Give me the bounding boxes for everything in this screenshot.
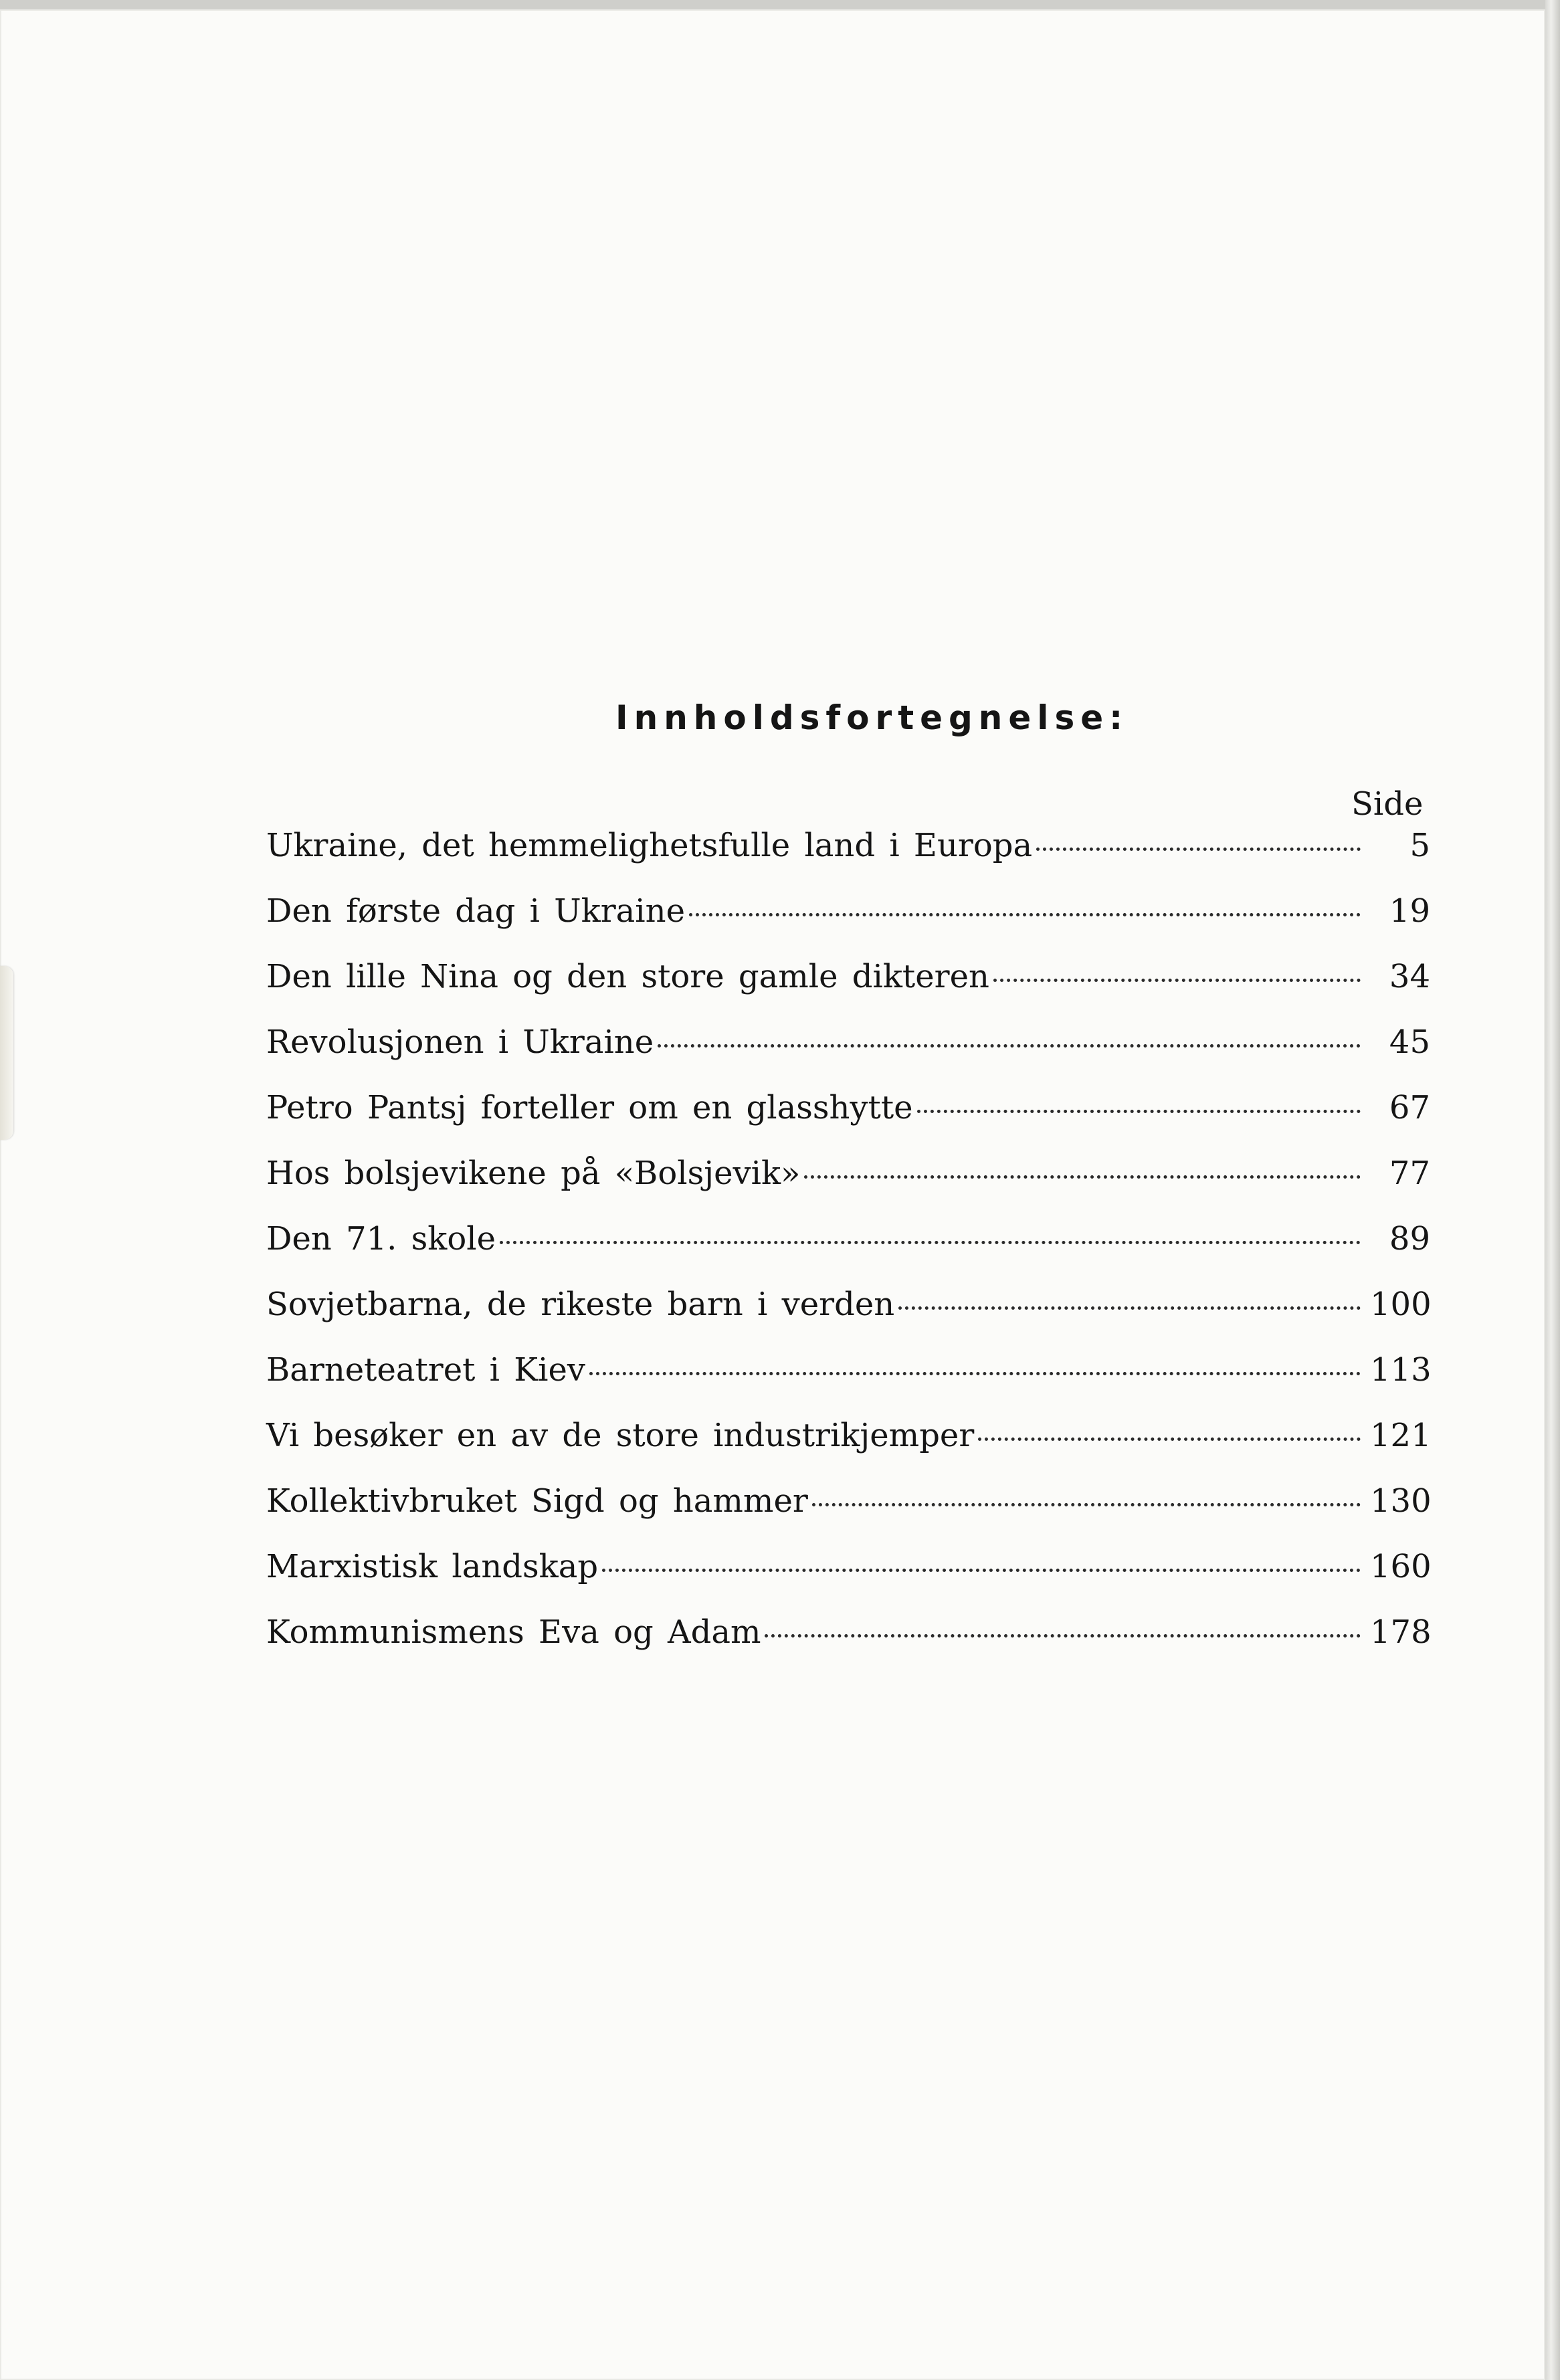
page-title: Innholdsfortegnelse: bbox=[615, 698, 1129, 737]
toc-entry bbox=[266, 1417, 1430, 1482]
dot-leader bbox=[689, 913, 1361, 916]
toc-entry bbox=[266, 1351, 1430, 1417]
toc-entry-title: Vi besøker en av de store industrikjemper bbox=[266, 1417, 975, 1454]
binding-tab bbox=[0, 966, 13, 1140]
dot-leader bbox=[589, 1372, 1361, 1375]
toc-entry-page-number: 178 bbox=[1370, 1613, 1432, 1651]
dot-leader bbox=[917, 1110, 1361, 1113]
toc-entry bbox=[266, 827, 1430, 892]
toc-entry-page-number: 45 bbox=[1389, 1023, 1430, 1061]
toc-entry-title: Barneteatret i Kiev bbox=[266, 1351, 585, 1389]
toc-entry-title: Marxistisk landskap bbox=[266, 1548, 599, 1585]
toc-entry-page-number: 34 bbox=[1389, 958, 1430, 995]
toc-entry-page-number: 67 bbox=[1389, 1089, 1430, 1126]
toc-entry-page-number: 19 bbox=[1389, 892, 1430, 930]
toc-entry-title: Ukraine, det hemmelighetsfulle land i Europa bbox=[266, 827, 1033, 864]
toc-entry bbox=[266, 1548, 1430, 1613]
toc-entry bbox=[266, 1220, 1430, 1286]
toc-entry bbox=[266, 1286, 1430, 1351]
dot-leader bbox=[804, 1175, 1361, 1179]
dot-leader bbox=[812, 1503, 1361, 1506]
toc-entry-page-number: 113 bbox=[1370, 1351, 1432, 1389]
scan-right-border bbox=[1545, 0, 1560, 2380]
dot-leader bbox=[978, 1437, 1361, 1441]
toc-entry bbox=[266, 1023, 1430, 1089]
toc-entry-page-number: 89 bbox=[1389, 1220, 1430, 1258]
toc-entry-title: Den første dag i Ukraine bbox=[266, 892, 685, 930]
toc-entry bbox=[266, 1482, 1430, 1548]
toc-entry-title: Den 71. skole bbox=[266, 1220, 496, 1258]
toc-entry bbox=[266, 892, 1430, 958]
page-column-label: Side bbox=[1351, 785, 1424, 823]
toc-entry-page-number: 77 bbox=[1389, 1155, 1430, 1192]
toc-entry-title: Revolusjonen i Ukraine bbox=[266, 1023, 654, 1061]
toc-entry-title: Petro Pantsj forteller om en glasshytte bbox=[266, 1089, 913, 1126]
table-of-contents bbox=[266, 827, 1430, 1679]
dot-leader bbox=[898, 1306, 1361, 1310]
dot-leader bbox=[602, 1569, 1361, 1572]
dot-leader bbox=[765, 1634, 1361, 1638]
toc-entry bbox=[266, 1155, 1430, 1220]
toc-entry-title: Kommunismens Eva og Adam bbox=[266, 1613, 761, 1651]
toc-entry bbox=[266, 1089, 1430, 1155]
document-page bbox=[0, 9, 1545, 2380]
toc-entry-page-number: 130 bbox=[1370, 1482, 1432, 1520]
toc-entry-page-number: 100 bbox=[1370, 1286, 1432, 1323]
toc-entry-title: Kollektivbruket Sigd og hammer bbox=[266, 1482, 808, 1520]
dot-leader bbox=[1036, 848, 1361, 851]
toc-entry-title: Den lille Nina og den store gamle dikteren bbox=[266, 958, 989, 995]
toc-entry bbox=[266, 958, 1430, 1023]
dot-leader bbox=[658, 1044, 1361, 1048]
toc-entry-page-number: 121 bbox=[1370, 1417, 1432, 1454]
toc-entry-title: Sovjetbarna, de rikeste barn i verden bbox=[266, 1286, 895, 1323]
toc-entry-page-number: 5 bbox=[1409, 827, 1430, 864]
toc-entry bbox=[266, 1613, 1430, 1679]
toc-entry-title: Hos bolsjevikene på «Bolsjevik» bbox=[266, 1155, 801, 1192]
toc-entry-page-number: 160 bbox=[1370, 1548, 1432, 1585]
dot-leader bbox=[500, 1241, 1361, 1244]
dot-leader bbox=[993, 979, 1361, 982]
scan-top-border bbox=[0, 0, 1560, 9]
